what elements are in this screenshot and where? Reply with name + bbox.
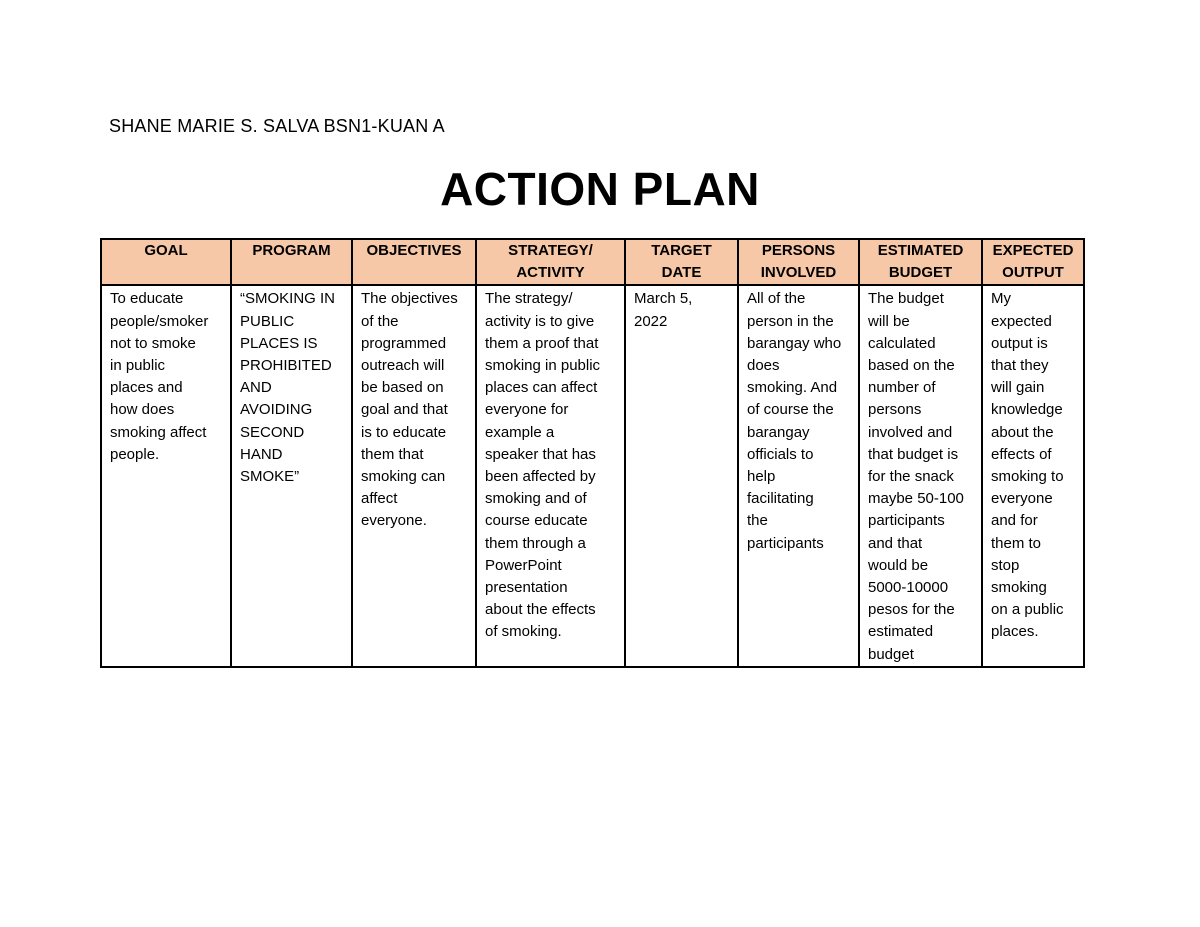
cell-objectives: The objectives of the programmed outreach will be based on goal and that is to educate them that smoking can affect everyone. bbox=[352, 285, 476, 666]
page-title: ACTION PLAN bbox=[440, 163, 760, 215]
author-line: SHANE MARIE S. SALVA BSN1-KUAN A bbox=[109, 116, 445, 136]
cell-program: “SMOKING IN PUBLIC PLACES IS PROHIBITED AND AVOIDING SECOND HAND SMOKE” bbox=[231, 285, 352, 666]
header-expected-output: EXPECTED OUTPUT bbox=[982, 239, 1084, 285]
header-target-date: TARGET DATE bbox=[625, 239, 738, 285]
cell-goal: To educate people/smoker not to smoke in public places and how does smoking affect people. bbox=[101, 285, 231, 666]
header-persons-involved: PERSONS INVOLVED bbox=[738, 239, 859, 285]
cell-target-date: March 5, 2022 bbox=[625, 285, 738, 666]
cell-persons-involved: All of the person in the barangay who does smoking. And of course the barangay officials to help facilitating the participants bbox=[738, 285, 859, 666]
header-goal: GOAL bbox=[101, 239, 231, 285]
header-estimated-budget: ESTIMATED BUDGET bbox=[859, 239, 982, 285]
cell-estimated-budget: The budget will be calculated based on the number of persons involved and that budget is for the snack maybe 50-100 participants and that would be 5000-10000 pesos for the estimated budget bbox=[859, 285, 982, 666]
cell-strategy-activity: The strategy/ activity is to give them a proof that smoking in public places can affect everyone for example a speaker that has been affected by smoking and of course educate them through a PowerPoint presentation about the effects of smoking. bbox=[476, 285, 625, 666]
header-strategy-activity: STRATEGY/ ACTIVITY bbox=[476, 239, 625, 285]
table-row bbox=[101, 285, 1084, 666]
action-plan-table bbox=[100, 238, 1085, 668]
header-objectives: OBJECTIVES bbox=[352, 239, 476, 285]
header-program: PROGRAM bbox=[231, 239, 352, 285]
cell-expected-output: My expected output is that they will gain knowledge about the effects of smoking to everyone and for them to stop smoking on a public places. bbox=[982, 285, 1084, 666]
table-header-row bbox=[101, 239, 1084, 285]
